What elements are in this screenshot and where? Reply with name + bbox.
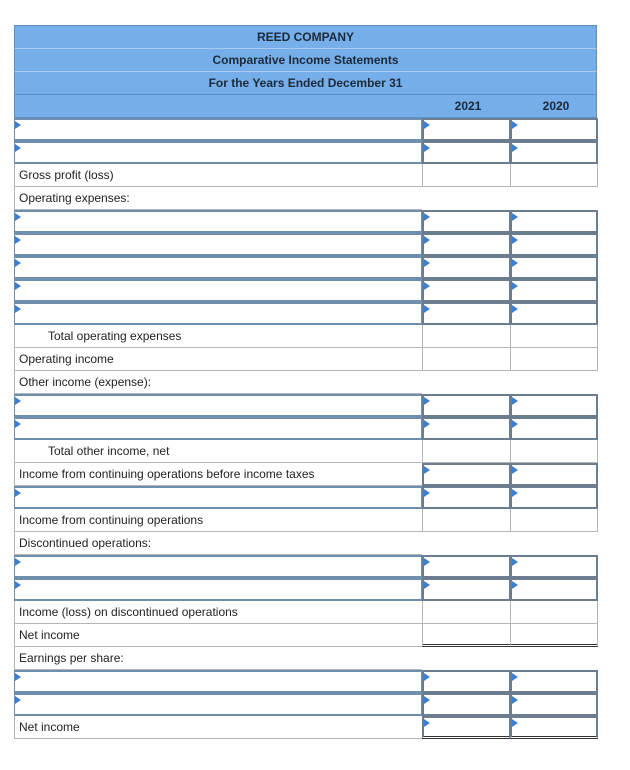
- amount-2020-input[interactable]: [510, 233, 598, 256]
- amount-2021-input[interactable]: [422, 693, 510, 716]
- amount-2021-input[interactable]: [422, 302, 510, 325]
- account-select[interactable]: [14, 394, 422, 417]
- amount-2020-input[interactable]: [510, 486, 598, 509]
- row-operating-expenses: [14, 187, 597, 210]
- income-statement-table: [14, 25, 597, 739]
- dropdown-marker-icon: [512, 558, 518, 566]
- amount-2020-input[interactable]: [510, 141, 598, 164]
- dropdown-marker-icon: [424, 466, 430, 474]
- label-income-discontinued: Income (loss) on discontinued operations: [14, 601, 422, 624]
- amount-2020-input[interactable]: [510, 256, 598, 279]
- dropdown-marker-icon: [512, 489, 518, 497]
- account-select[interactable]: [14, 670, 422, 693]
- dropdown-marker-icon: [512, 581, 518, 589]
- label-other-income: Other income (expense):: [14, 371, 422, 394]
- column-header-2020: 2020: [542, 99, 570, 113]
- label-operating-expenses: Operating expenses:: [14, 187, 422, 210]
- dropdown-marker-icon: [512, 719, 518, 727]
- input-row: [14, 233, 597, 256]
- account-select[interactable]: [14, 555, 422, 578]
- amount-2020-input[interactable]: [510, 693, 598, 716]
- value-2020[interactable]: [510, 164, 598, 187]
- label-discontinued: Discontinued operations:: [14, 532, 422, 555]
- amount-2021-input[interactable]: [422, 118, 510, 141]
- value-2021[interactable]: [422, 325, 510, 348]
- amount-2021-input[interactable]: [422, 716, 510, 739]
- value-2021[interactable]: [422, 348, 510, 371]
- amount-2020-input[interactable]: [510, 279, 598, 302]
- account-select[interactable]: [14, 486, 422, 509]
- account-select[interactable]: [14, 279, 422, 302]
- dropdown-marker-icon: [512, 236, 518, 244]
- amount-2021-input[interactable]: [422, 394, 510, 417]
- input-row: [14, 141, 597, 164]
- dropdown-marker-icon: [15, 259, 21, 267]
- amount-2021-input[interactable]: [422, 486, 510, 509]
- amount-2020-input[interactable]: [510, 417, 598, 440]
- amount-2020-input[interactable]: [510, 463, 598, 486]
- label-income-before-taxes: Income from continuing operations before income taxes: [14, 463, 422, 486]
- label-net-income: Net income: [14, 624, 422, 647]
- dropdown-marker-icon: [424, 673, 430, 681]
- dropdown-marker-icon: [424, 236, 430, 244]
- dropdown-marker-icon: [512, 282, 518, 290]
- label-net-income-eps: Net income: [14, 716, 422, 739]
- input-row: [14, 578, 597, 601]
- column-header-row: [14, 94, 597, 118]
- dropdown-marker-icon: [512, 144, 518, 152]
- dropdown-marker-icon: [512, 466, 518, 474]
- dropdown-marker-icon: [15, 144, 21, 152]
- amount-2021-input[interactable]: [422, 210, 510, 233]
- input-row: [14, 118, 597, 141]
- label-gross-profit: Gross profit (loss): [14, 164, 422, 187]
- statement-title: Comparative Income Statements: [14, 48, 597, 71]
- label-eps: Earnings per share:: [14, 647, 422, 670]
- input-row: [14, 670, 597, 693]
- row-eps: [14, 647, 597, 670]
- dropdown-marker-icon: [424, 719, 430, 727]
- account-select[interactable]: [14, 141, 422, 164]
- amount-2021-input[interactable]: [422, 279, 510, 302]
- dropdown-marker-icon: [424, 144, 430, 152]
- statement-period: For the Years Ended December 31: [14, 71, 597, 94]
- row-gross-profit: [14, 164, 597, 187]
- account-select[interactable]: [14, 256, 422, 279]
- label-income-continuing: Income from continuing operations: [14, 509, 422, 532]
- amount-2020-input[interactable]: [510, 210, 598, 233]
- account-select[interactable]: [14, 233, 422, 256]
- amount-2020-input[interactable]: [510, 578, 598, 601]
- dropdown-marker-icon: [424, 696, 430, 704]
- dropdown-marker-icon: [512, 397, 518, 405]
- account-select[interactable]: [14, 302, 422, 325]
- value-2020[interactable]: [510, 624, 598, 647]
- input-row: [14, 302, 597, 325]
- dropdown-marker-icon: [15, 673, 21, 681]
- label-total-operating-expenses: Total operating expenses: [14, 325, 422, 348]
- value-2020[interactable]: [510, 348, 598, 371]
- column-header-2021: 2021: [454, 99, 482, 113]
- dropdown-marker-icon: [512, 121, 518, 129]
- amount-2020-input[interactable]: [510, 302, 598, 325]
- amount-2021-input[interactable]: [422, 256, 510, 279]
- input-row: [14, 486, 597, 509]
- row-income-before-taxes: [14, 463, 597, 486]
- dropdown-marker-icon: [512, 305, 518, 313]
- amount-2021-input[interactable]: [422, 670, 510, 693]
- amount-2021-input[interactable]: [422, 417, 510, 440]
- input-row: [14, 693, 597, 716]
- row-net-income: [14, 624, 597, 647]
- input-row: [14, 555, 597, 578]
- dropdown-marker-icon: [15, 282, 21, 290]
- input-row: [14, 256, 597, 279]
- value-2021[interactable]: [422, 509, 510, 532]
- value-2021[interactable]: [422, 601, 510, 624]
- dropdown-marker-icon: [424, 420, 430, 428]
- row-discontinued: [14, 532, 597, 555]
- account-select[interactable]: [14, 578, 422, 601]
- dropdown-marker-icon: [424, 581, 430, 589]
- row-total-operating-expenses: [14, 325, 597, 348]
- dropdown-marker-icon: [15, 236, 21, 244]
- amount-2020-input[interactable]: [510, 394, 598, 417]
- dropdown-marker-icon: [15, 558, 21, 566]
- dropdown-marker-icon: [15, 213, 21, 221]
- amount-2020-input[interactable]: [510, 118, 598, 141]
- value-2021[interactable]: [422, 440, 510, 463]
- dropdown-marker-icon: [15, 581, 21, 589]
- value-2020[interactable]: [510, 440, 598, 463]
- dropdown-marker-icon: [424, 397, 430, 405]
- dropdown-marker-icon: [424, 305, 430, 313]
- dropdown-marker-icon: [512, 696, 518, 704]
- value-2020[interactable]: [510, 601, 598, 624]
- account-select[interactable]: [14, 693, 422, 716]
- dropdown-marker-icon: [424, 282, 430, 290]
- input-row: [14, 279, 597, 302]
- row-income-continuing: [14, 509, 597, 532]
- amount-2020-input[interactable]: [510, 716, 598, 739]
- dropdown-marker-icon: [424, 489, 430, 497]
- label-operating-income: Operating income: [14, 348, 422, 371]
- value-2020[interactable]: [510, 509, 598, 532]
- amount-2020-input[interactable]: [510, 555, 598, 578]
- dropdown-marker-icon: [512, 673, 518, 681]
- row-net-income-eps: [14, 716, 597, 739]
- account-select[interactable]: [14, 118, 422, 141]
- value-2021[interactable]: [422, 624, 510, 647]
- input-row: [14, 210, 597, 233]
- input-row: [14, 394, 597, 417]
- label-total-other-income: Total other income, net: [14, 440, 422, 463]
- dropdown-marker-icon: [15, 420, 21, 428]
- dropdown-marker-icon: [15, 305, 21, 313]
- dropdown-marker-icon: [15, 696, 21, 704]
- dropdown-marker-icon: [512, 420, 518, 428]
- amount-2021-input[interactable]: [422, 578, 510, 601]
- dropdown-marker-icon: [512, 213, 518, 221]
- dropdown-marker-icon: [424, 558, 430, 566]
- amount-2021-input[interactable]: [422, 463, 510, 486]
- value-2020[interactable]: [510, 325, 598, 348]
- account-select[interactable]: [14, 210, 422, 233]
- row-income-discontinued: [14, 601, 597, 624]
- row-other-income: [14, 371, 597, 394]
- dropdown-marker-icon: [424, 259, 430, 267]
- dropdown-marker-icon: [424, 213, 430, 221]
- company-name: REED COMPANY: [14, 25, 597, 48]
- input-row: [14, 417, 597, 440]
- dropdown-marker-icon: [15, 397, 21, 405]
- account-select[interactable]: [14, 417, 422, 440]
- row-operating-income: [14, 348, 597, 371]
- dropdown-marker-icon: [424, 121, 430, 129]
- value-2021[interactable]: [422, 164, 510, 187]
- amount-2020-input[interactable]: [510, 670, 598, 693]
- row-total-other-income: [14, 440, 597, 463]
- amount-2021-input[interactable]: [422, 141, 510, 164]
- dropdown-marker-icon: [15, 489, 21, 497]
- amount-2021-input[interactable]: [422, 555, 510, 578]
- dropdown-marker-icon: [15, 121, 21, 129]
- amount-2021-input[interactable]: [422, 233, 510, 256]
- dropdown-marker-icon: [512, 259, 518, 267]
